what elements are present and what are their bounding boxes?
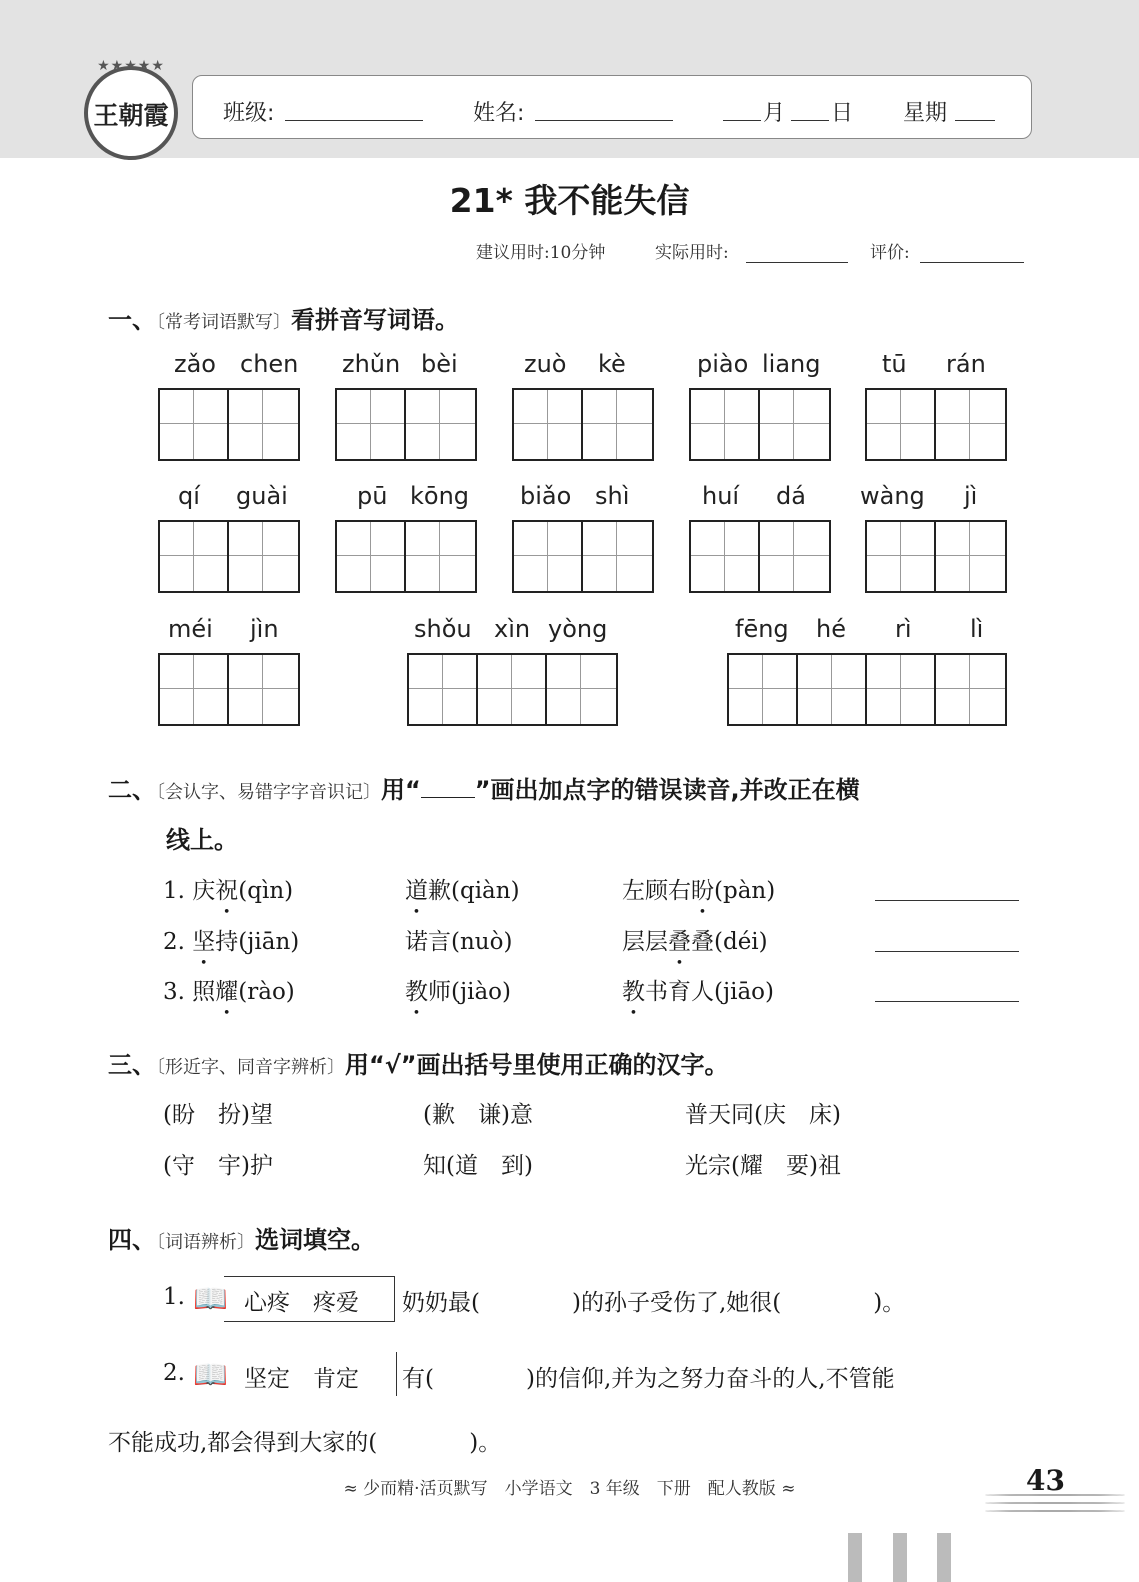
choice-item[interactable]: (歉 谦)意 <box>423 1102 533 1128</box>
dotted-char: 教 <box>622 979 645 1005</box>
section4-num: 四、 <box>108 1226 156 1254</box>
wave-decoration <box>985 1510 1125 1512</box>
pinyin: hé <box>816 615 846 643</box>
pinyin: pū <box>357 482 388 510</box>
pinyin: huí <box>702 482 740 510</box>
writing-grid[interactable] <box>158 520 300 593</box>
name-field[interactable] <box>535 120 673 121</box>
q2-words: 坚定 肯定 <box>244 1366 359 1392</box>
footer-text: ≈ 少而精·活页默写 小学语文 3 年级 下册 配人教版 ≈ <box>343 1479 796 1499</box>
pinyin: chen <box>240 350 299 378</box>
answer-line[interactable] <box>875 1001 1019 1002</box>
q1-text: 奶奶最( )的孙子受伤了,她很( )。 <box>402 1290 906 1316</box>
page-number: 43 <box>1026 1464 1065 1497</box>
dotted-char: 祝 <box>215 878 239 904</box>
pron-word-part: 言 <box>428 929 451 955</box>
pinyin: jìn <box>250 615 279 643</box>
section2-heading <box>108 770 860 805</box>
wave-decoration <box>985 1494 1125 1496</box>
section2-instruction-a: 用“ <box>381 776 421 804</box>
day-field[interactable] <box>791 120 829 121</box>
section2-instruction-b: ”画出加点字的错误读音,并改正在横 <box>474 776 860 804</box>
pron-item <box>622 973 774 1006</box>
dotted-char: 叠 <box>668 929 691 955</box>
publisher-logo <box>84 58 178 160</box>
pinyin: méi <box>168 615 213 643</box>
pinyin: fēng <box>735 615 789 643</box>
rating-field[interactable] <box>920 262 1024 263</box>
section3-heading <box>108 1045 729 1080</box>
q2-num: 2. <box>163 1360 185 1386</box>
writing-grid[interactable] <box>512 388 654 461</box>
pron-pinyin: 叠(déi) <box>691 929 768 955</box>
answer-line[interactable] <box>875 951 1019 952</box>
pinyin: bèi <box>421 350 458 378</box>
choice-item[interactable]: (盼 扮)望 <box>163 1102 273 1128</box>
pron-pinyin: (qìn) <box>238 878 294 904</box>
choice-item[interactable]: (守 宇)护 <box>163 1153 273 1179</box>
pron-row <box>163 923 299 956</box>
book-icon: 📖 <box>193 1282 228 1315</box>
pinyin: piào <box>697 350 749 378</box>
pinyin: qí <box>178 482 200 510</box>
section1-instruction: 看拼音写词语。 <box>291 306 459 334</box>
student-info-box <box>192 75 1032 139</box>
rating-label: 评价: <box>870 243 910 263</box>
writing-grid[interactable] <box>335 388 477 461</box>
actual-time-label: 实际用时: <box>655 243 729 263</box>
writing-grid[interactable] <box>158 653 300 726</box>
choice-item[interactable]: 光宗(耀 要)祖 <box>685 1153 841 1179</box>
pron-item <box>622 923 768 956</box>
logo-stars: ★★★★★ <box>97 58 165 74</box>
logo-text: 王朝霞 <box>93 101 169 130</box>
day-label: 日 <box>831 101 854 126</box>
dotted-char: 坚 <box>192 929 216 955</box>
pinyin: kè <box>598 350 626 378</box>
dotted-char: 耀 <box>215 979 239 1005</box>
pron-pinyin: (jiān) <box>238 929 300 955</box>
section2-tag: 〔会认字、易错字字音识记〕 <box>156 782 381 803</box>
month-field[interactable] <box>723 120 761 121</box>
pinyin: rán <box>946 350 986 378</box>
section3-instruction: 用“√”画出括号里使用正确的汉字。 <box>345 1051 729 1079</box>
dotted-char: 教 <box>405 979 428 1005</box>
pron-row <box>163 973 295 1006</box>
section3-num: 三、 <box>108 1051 156 1079</box>
pron-word-part: 诺 <box>405 929 428 955</box>
pinyin: biǎo <box>520 482 572 510</box>
pron-word-part: 师 <box>428 979 451 1005</box>
q1-num: 1. <box>163 1284 185 1310</box>
pinyin: shì <box>595 482 630 510</box>
pron-pinyin: (jiāo) <box>714 979 774 1005</box>
q2-text-a: 有( )的信仰,并为之努力奋斗的人,不管能 <box>402 1366 895 1392</box>
pron-pinyin: (nuò) <box>451 929 513 955</box>
pinyin: dá <box>776 482 806 510</box>
pron-item <box>405 973 511 1006</box>
pron-item <box>405 872 520 905</box>
pinyin: rì <box>895 615 912 643</box>
actual-time-field[interactable] <box>746 262 848 263</box>
pron-row <box>163 872 293 905</box>
pron-item <box>622 872 775 905</box>
writing-grid[interactable] <box>512 520 654 593</box>
writing-grid[interactable] <box>727 653 1007 726</box>
pron-word-part: 歉 <box>428 878 451 904</box>
pinyin: zhǔn <box>342 350 401 378</box>
pron-pinyin: (jiào) <box>451 979 511 1005</box>
week-label: 星期 <box>903 101 948 126</box>
pron-word-part: 左顾右 <box>622 878 691 904</box>
section2-num: 二、 <box>108 776 156 804</box>
pron-pinyin: (pàn) <box>714 878 776 904</box>
pinyin: zuò <box>524 350 567 378</box>
row-num: 1. <box>163 878 185 904</box>
pron-word-part: 持 <box>215 929 239 955</box>
suggested-time: 建议用时:10分钟 <box>476 243 606 263</box>
week-field[interactable] <box>955 120 995 121</box>
pinyin: shǒu <box>414 615 472 643</box>
writing-grid[interactable] <box>689 520 831 593</box>
writing-grid[interactable] <box>865 388 1007 461</box>
section4-instruction: 选词填空。 <box>255 1226 375 1254</box>
row-num: 2. <box>163 929 185 955</box>
lesson-title: 21* 我不能失信 <box>449 181 690 220</box>
underline-sample <box>421 777 475 798</box>
wave-decoration <box>985 1502 1125 1504</box>
section4-heading <box>108 1220 375 1255</box>
binding-bar <box>848 1533 862 1582</box>
writing-grid[interactable] <box>865 520 1007 593</box>
section3-tag: 〔形近字、同音字辨析〕 <box>156 1057 345 1078</box>
binding-bar <box>893 1533 907 1582</box>
answer-line[interactable] <box>875 900 1019 901</box>
q2-text-b: 不能成功,都会得到大家的( )。 <box>108 1430 502 1456</box>
pinyin: kōng <box>410 482 470 510</box>
writing-grid[interactable] <box>407 653 618 726</box>
pron-pinyin: (rào) <box>238 979 295 1005</box>
pron-item <box>405 923 512 956</box>
choice-item[interactable]: 普天同(庆 床) <box>685 1102 841 1128</box>
class-field[interactable] <box>285 120 423 121</box>
pinyin: xìn <box>494 615 531 643</box>
dotted-char: 道 <box>405 878 428 904</box>
divider <box>396 1352 397 1396</box>
row-num: 3. <box>163 979 185 1005</box>
pron-word-part: 照 <box>192 979 216 1005</box>
pinyin: wàng <box>860 482 925 510</box>
section4-tag: 〔词语辨析〕 <box>156 1232 255 1253</box>
q1-words: 心疼 疼爱 <box>244 1290 359 1316</box>
pinyin: guài <box>236 482 288 510</box>
pron-word-part: 层层 <box>622 929 668 955</box>
pinyin: tū <box>882 350 907 378</box>
writing-grid[interactable] <box>335 520 477 593</box>
name-label: 姓名: <box>473 101 525 126</box>
book-icon: 📖 <box>193 1358 228 1391</box>
section2-instruction-c: 线上。 <box>166 826 238 854</box>
pinyin: zǎo <box>174 350 216 378</box>
class-label: 班级: <box>223 101 275 126</box>
month-label: 月 <box>763 101 786 126</box>
section1-tag: 〔常考词语默写〕 <box>156 312 291 333</box>
writing-grid[interactable] <box>689 388 831 461</box>
binding-bar <box>937 1533 951 1582</box>
pron-pinyin: (qiàn) <box>451 878 520 904</box>
dotted-char: 盼 <box>691 878 714 904</box>
writing-grid[interactable] <box>158 388 300 461</box>
section1-heading <box>108 300 459 335</box>
pinyin: liang <box>762 350 821 378</box>
section1-num: 一、 <box>108 306 156 334</box>
pinyin: lì <box>970 615 984 643</box>
choice-item[interactable]: 知(道 到) <box>423 1153 533 1179</box>
pron-word-part: 庆 <box>192 878 216 904</box>
pron-word-part: 书育人 <box>645 979 714 1005</box>
pinyin: jì <box>964 482 978 510</box>
pinyin: yòng <box>548 615 608 643</box>
